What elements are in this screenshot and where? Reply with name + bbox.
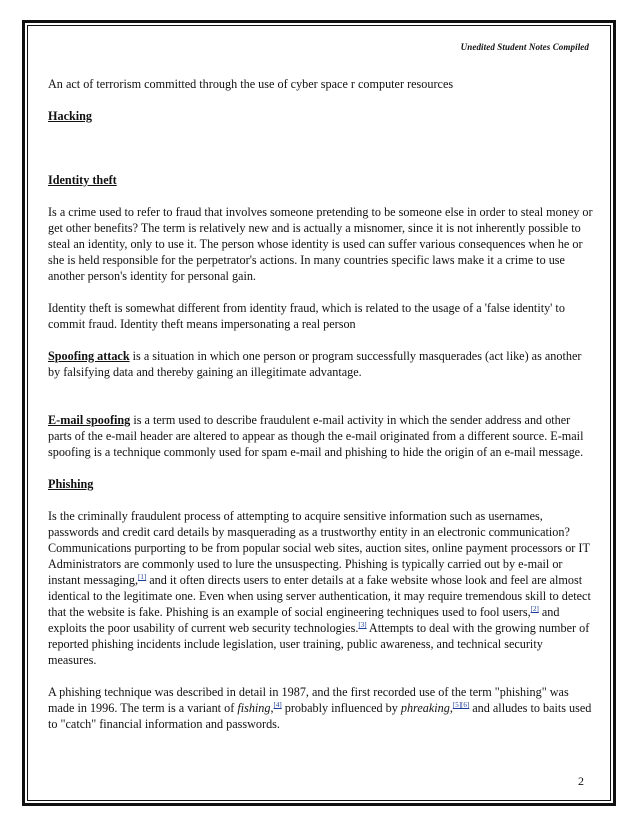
phishing-p2-text-c: and alludes to baits used to "catch" financial information and passwords. <box>48 701 592 731</box>
phishing-p2-text-b: probably influenced by <box>281 701 401 715</box>
document-body <box>48 76 593 732</box>
phishing-p2-text-a: A phishing technique was described in detail in 1987, and the first recorded use of the term "phishing" was made in 1996. The term is a variant of <box>48 685 569 715</box>
spoofing-attack-text: is a situation in which one person or program successfully masquerades (act like) as another by falsifying data and thereby gaining an illegitimate advantage. <box>48 349 582 379</box>
spoofing-attack-paragraph <box>48 348 593 380</box>
email-spoofing-term: E-mail spoofing <box>48 413 131 427</box>
page-header: Unedited Student Notes Compiled <box>460 42 589 52</box>
phishing-p1-text-a: Is the criminally fraudulent process of attempting to acquire sensitive information such as usernames, passwords and credit card details by masquerading as a trustworthy entity in an electronic communication? Communications purporting to be from popular social web sites, auction sites, online payment processors or IT Administrators are commonly used to lure the unsuspecting. Phishing is typically carried out by e-mail or instant messaging, <box>48 509 590 587</box>
citation-link[interactable]: [1] <box>138 572 147 581</box>
identity-theft-heading: Identity theft <box>48 173 117 187</box>
identity-theft-paragraph-2: Identity theft is somewhat different from identity fraud, which is related to the usage of a 'false identity' to commit fraud. Identity theft means impersonating a real person <box>48 301 565 331</box>
identity-theft-paragraph-1: Is a crime used to refer to fraud that involves someone pretending to be someone else in order to steal money or get other benefits? The term is relatively new and is actually a misnomer, since it is not inherently possible to steal an identity, only to use it. The person whose identity is used can suffer various consequences when he or she is held responsible for the perpetrator's actions. In many countries specific laws make it a crime to use another person's identity for personal gain. <box>48 205 593 283</box>
phishing-paragraph-2: A phishing technique was described in detail in 1987, and the first recorded use of the term "phishing" was made in 1996. The term is a variant of fishing,[4] probably influenced by phreaking,[5][6] and alludes to baits used to "catch" financial information and passwords. <box>48 685 592 731</box>
phishing-p1-text-d: Attempts to deal with the growing number of reported phishing incidents include legislation, user training, public awareness, and technical security measures. <box>48 621 590 667</box>
phishing-heading: Phishing <box>48 477 94 491</box>
phishing-paragraph-1 <box>48 508 593 668</box>
citation-link[interactable]: [4] <box>273 700 282 709</box>
hacking-heading: Hacking <box>48 109 93 123</box>
spoofing-attack-term: Spoofing attack <box>48 349 130 363</box>
phishing-p1-text-b: and it often directs users to enter details at a fake website whose look and feel are almost identical to the legitimate one. Even when using server authentication, it may require tremendous skill to detect that the website is fake. Phishing is an example of social engineering techniques used to fool users, <box>48 573 591 619</box>
email-spoofing-paragraph <box>48 412 593 460</box>
phreaking-term: phreaking <box>400 701 450 715</box>
citation-link[interactable]: [3] <box>358 620 367 629</box>
intro-text: An act of terrorism committed through the use of cyber space r computer resources <box>48 77 454 91</box>
phishing-p1-text-c: and exploits the poor usability of current web security technologies. <box>48 605 560 635</box>
fishing-term: fishing <box>237 701 271 715</box>
email-spoofing-text: is a term used to describe fraudulent e-mail activity in which the sender address and other parts of the e-mail header are altered to appear as though the e-mail originated from a different source. E-mail spoofing is a technique commonly used for spam e-mail and phishing to hide the origin of an e-mail message. <box>48 413 584 459</box>
citation-link[interactable]: [2] <box>530 604 539 613</box>
citation-link[interactable]: [5][6] <box>452 700 470 709</box>
page-number: 2 <box>578 774 584 788</box>
